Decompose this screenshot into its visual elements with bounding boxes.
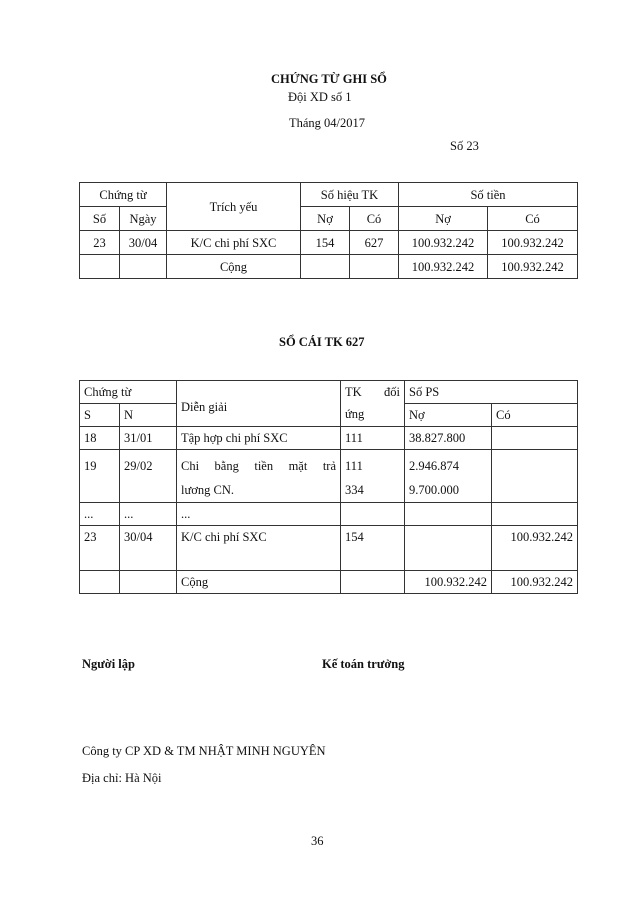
header-s: S xyxy=(80,404,120,427)
header-so: Số xyxy=(80,207,120,231)
cell-ngay: 30/04 xyxy=(120,231,167,255)
cell-co xyxy=(492,450,578,503)
total-tien-no: 100.932.242 xyxy=(399,255,488,279)
page-number: 36 xyxy=(311,834,324,848)
voucher-unit: Đội XD số 1 xyxy=(288,90,352,104)
cell-s: 23 xyxy=(80,526,120,571)
header-tk-no: Nợ xyxy=(301,207,350,231)
header-trich-yeu: Trích yếu xyxy=(167,183,301,231)
table-row xyxy=(80,526,578,571)
cell-co xyxy=(492,427,578,450)
cell-tk-no: 154 xyxy=(301,231,350,255)
header-tk-doi-ung: TK đối ứng xyxy=(341,381,405,427)
cell-n: ... xyxy=(120,503,177,526)
header-tien-no: Nợ xyxy=(399,207,488,231)
header-no: Nợ xyxy=(405,404,492,427)
total-label: Cộng xyxy=(167,255,301,279)
table-subheader-row xyxy=(80,207,578,231)
cell-trich-yeu: K/C chi phí SXC xyxy=(167,231,301,255)
table-row xyxy=(80,231,578,255)
cell-s: 19 xyxy=(80,450,120,503)
header-chung-tu: Chứng từ xyxy=(80,381,177,404)
table-header-row xyxy=(80,183,578,207)
cell-tk: 111 xyxy=(341,427,405,450)
cell-no: 2.946.874 9.700.000 xyxy=(405,450,492,503)
cell-dien-giai: Tập hợp chi phí SXC xyxy=(177,427,341,450)
cell-tk: 111 334 xyxy=(341,450,405,503)
header-n: N xyxy=(120,404,177,427)
voucher-month: Tháng 04/2017 xyxy=(289,116,366,130)
cell-so: 23 xyxy=(80,231,120,255)
total-no: 100.932.242 xyxy=(405,571,492,594)
cell-tk: 154 xyxy=(341,526,405,571)
header-so-hieu-tk: Số hiệu TK xyxy=(301,183,399,207)
total-co: 100.932.242 xyxy=(492,571,578,594)
cell-tk-co: 627 xyxy=(350,231,399,255)
header-ngay: Ngày xyxy=(120,207,167,231)
table-row xyxy=(80,427,578,450)
cell-no: 38.827.800 xyxy=(405,427,492,450)
cell-dien-giai: K/C chi phí SXC xyxy=(177,526,341,571)
header-dien-giai: Diễn giải xyxy=(177,381,341,427)
cell-n: 29/02 xyxy=(120,450,177,503)
cell-dien-giai: Chi bằng tiền mặt trả lương CN. xyxy=(177,450,341,503)
table-total-row xyxy=(80,571,578,594)
signature-chief-accountant: Kế toán trưởng xyxy=(322,657,405,671)
total-tien-co: 100.932.242 xyxy=(488,255,578,279)
header-so-tien: Số tiền xyxy=(399,183,578,207)
cell-s: 18 xyxy=(80,427,120,450)
cell-n: 31/01 xyxy=(120,427,177,450)
header-chung-tu: Chứng từ xyxy=(80,183,167,207)
cell-s: ... xyxy=(80,503,120,526)
ledger-title: SỔ CÁI TK 627 xyxy=(279,335,365,349)
voucher-table xyxy=(79,182,578,279)
header-tien-co: Có xyxy=(488,207,578,231)
company-name: Công ty CP XD & TM NHẬT MINH NGUYÊN xyxy=(82,744,326,758)
signature-preparer: Người lập xyxy=(82,657,135,671)
cell-n: 30/04 xyxy=(120,526,177,571)
table-row xyxy=(80,503,578,526)
header-tk-co: Có xyxy=(350,207,399,231)
table-row xyxy=(80,450,578,503)
cell-tien-no: 100.932.242 xyxy=(399,231,488,255)
voucher-title: CHỨNG TỪ GHI SỔ xyxy=(271,72,387,86)
ledger-table xyxy=(79,380,578,594)
voucher-number: Số 23 xyxy=(450,139,479,153)
cell-no xyxy=(405,526,492,571)
company-address: Địa chỉ: Hà Nội xyxy=(82,771,162,785)
header-co: Có xyxy=(492,404,578,427)
cell-dien-giai: ... xyxy=(177,503,341,526)
header-so-ps: Số PS xyxy=(405,381,578,404)
ledger-header-row xyxy=(80,381,578,404)
total-label: Cộng xyxy=(177,571,341,594)
cell-tien-co: 100.932.242 xyxy=(488,231,578,255)
table-total-row xyxy=(80,255,578,279)
cell-co: 100.932.242 xyxy=(492,526,578,571)
